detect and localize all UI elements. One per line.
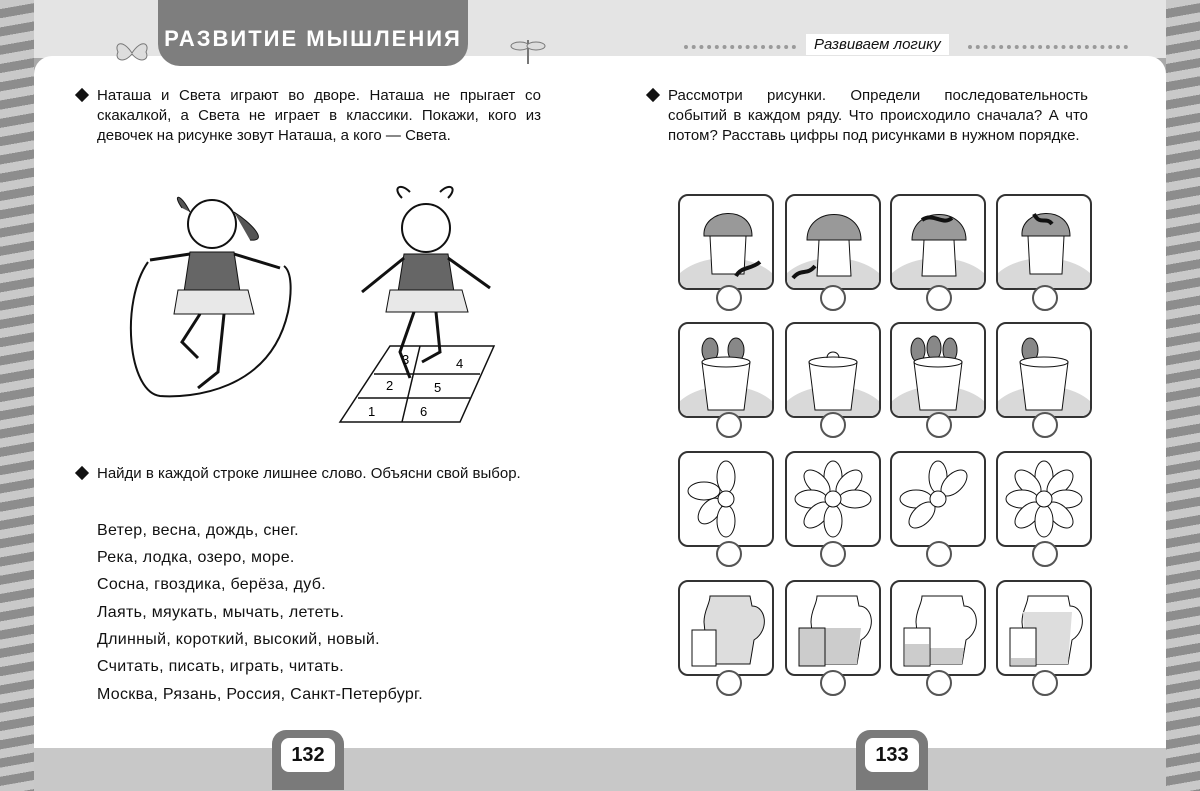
girl-hopscotch-illustration xyxy=(330,182,510,432)
answer-circle[interactable] xyxy=(820,541,846,567)
section-title: Развиваем логику xyxy=(806,34,949,55)
answer-circle[interactable] xyxy=(926,285,952,311)
word-row: Длинный, короткий, высокий, новый. xyxy=(97,631,380,648)
picture-cell xyxy=(890,322,986,418)
hopscotch-number: 3 xyxy=(402,352,410,367)
bucket-icon xyxy=(892,324,984,416)
word-row: Сосна, гвоздика, берёза, дуб. xyxy=(97,576,326,593)
answer-circle[interactable] xyxy=(1032,285,1058,311)
picture-cell xyxy=(996,194,1092,290)
flower-icon xyxy=(892,453,984,545)
word-row: Считать, писать, играть, читать. xyxy=(97,658,345,675)
page-number-left xyxy=(272,730,344,790)
picture-cell xyxy=(890,580,986,676)
task-3 xyxy=(668,86,1088,146)
word-row: Москва, Рязань, Россия, Санкт-Петербург. xyxy=(97,686,423,703)
picture-cell xyxy=(785,451,881,547)
bucket-icon xyxy=(680,324,772,416)
dragonfly-icon xyxy=(508,36,548,66)
picture-cell xyxy=(678,194,774,290)
answer-circle[interactable] xyxy=(1032,541,1058,567)
answer-circle[interactable] xyxy=(820,670,846,696)
hopscotch-number: 1 xyxy=(368,404,376,419)
jug-and-glass-icon xyxy=(998,582,1090,674)
mushroom-icon xyxy=(787,196,879,288)
right-decorative-border xyxy=(1166,0,1200,791)
page-number-text: 133 xyxy=(865,738,919,772)
flower-icon xyxy=(787,453,879,545)
bucket-icon xyxy=(998,324,1090,416)
picture-cell xyxy=(678,580,774,676)
task-2 xyxy=(97,464,541,484)
hopscotch-number: 6 xyxy=(420,404,428,419)
answer-circle[interactable] xyxy=(716,670,742,696)
word-row: Река, лодка, озеро, море. xyxy=(97,549,295,566)
answer-circle[interactable] xyxy=(926,541,952,567)
jug-and-glass-icon xyxy=(787,582,879,674)
answer-circle[interactable] xyxy=(716,412,742,438)
picture-cell xyxy=(678,322,774,418)
flower-icon xyxy=(998,453,1090,545)
answer-circle[interactable] xyxy=(1032,412,1058,438)
picture-cell xyxy=(785,580,881,676)
mushroom-icon xyxy=(998,196,1090,288)
mushroom-icon xyxy=(680,196,772,288)
hopscotch-number: 4 xyxy=(456,356,464,371)
task-2-text: Найди в каждой строке лишнее слово. Объясни свой выбор. xyxy=(97,465,521,482)
jug-and-glass-icon xyxy=(680,582,772,674)
task-3-text: Рассмотри рисунки. Определи последовательность событий в каждом ряду. Что происходило сначала? А что потом? Расставь цифры под рисунками в нужном порядке. xyxy=(668,87,1088,144)
left-decorative-border xyxy=(0,0,34,791)
butterfly-icon xyxy=(112,38,152,68)
picture-cell xyxy=(785,322,881,418)
bottom-band xyxy=(34,748,1166,791)
mushroom-icon xyxy=(892,196,984,288)
word-row: Ветер, весна, дождь, снег. xyxy=(97,522,299,539)
answer-circle[interactable] xyxy=(820,412,846,438)
chapter-title: РАЗВИТИЕ МЫШЛЕНИЯ xyxy=(164,26,462,51)
page-number-text: 132 xyxy=(281,738,335,772)
word-row: Лаять, мяукать, мычать, лететь. xyxy=(97,604,345,621)
picture-cell xyxy=(996,322,1092,418)
chapter-title-tab xyxy=(158,0,468,66)
picture-cell xyxy=(996,580,1092,676)
answer-circle[interactable] xyxy=(716,285,742,311)
header-dots-left xyxy=(684,45,796,49)
bucket-icon xyxy=(787,324,879,416)
picture-cell xyxy=(996,451,1092,547)
hopscotch-number: 5 xyxy=(434,380,442,395)
task-1-text: Наташа и Света играют во дворе. Наташа не прыгает со скакалкой, а Света не играет в классики. Покажи, кого из девочек на рисунке зовут Наташа, а кого — Света. xyxy=(97,87,541,144)
girl-jumping-rope-illustration xyxy=(120,182,310,422)
page-number-right xyxy=(856,730,928,790)
header-dots-right xyxy=(968,45,1128,49)
answer-circle[interactable] xyxy=(926,412,952,438)
answer-circle[interactable] xyxy=(716,541,742,567)
jug-and-glass-icon xyxy=(892,582,984,674)
picture-cell xyxy=(890,194,986,290)
task-1 xyxy=(97,86,541,146)
picture-cell xyxy=(678,451,774,547)
answer-circle[interactable] xyxy=(926,670,952,696)
answer-circle[interactable] xyxy=(1032,670,1058,696)
picture-cell xyxy=(890,451,986,547)
hopscotch-number: 2 xyxy=(386,378,394,393)
answer-circle[interactable] xyxy=(820,285,846,311)
picture-cell xyxy=(785,194,881,290)
flower-icon xyxy=(680,453,772,545)
